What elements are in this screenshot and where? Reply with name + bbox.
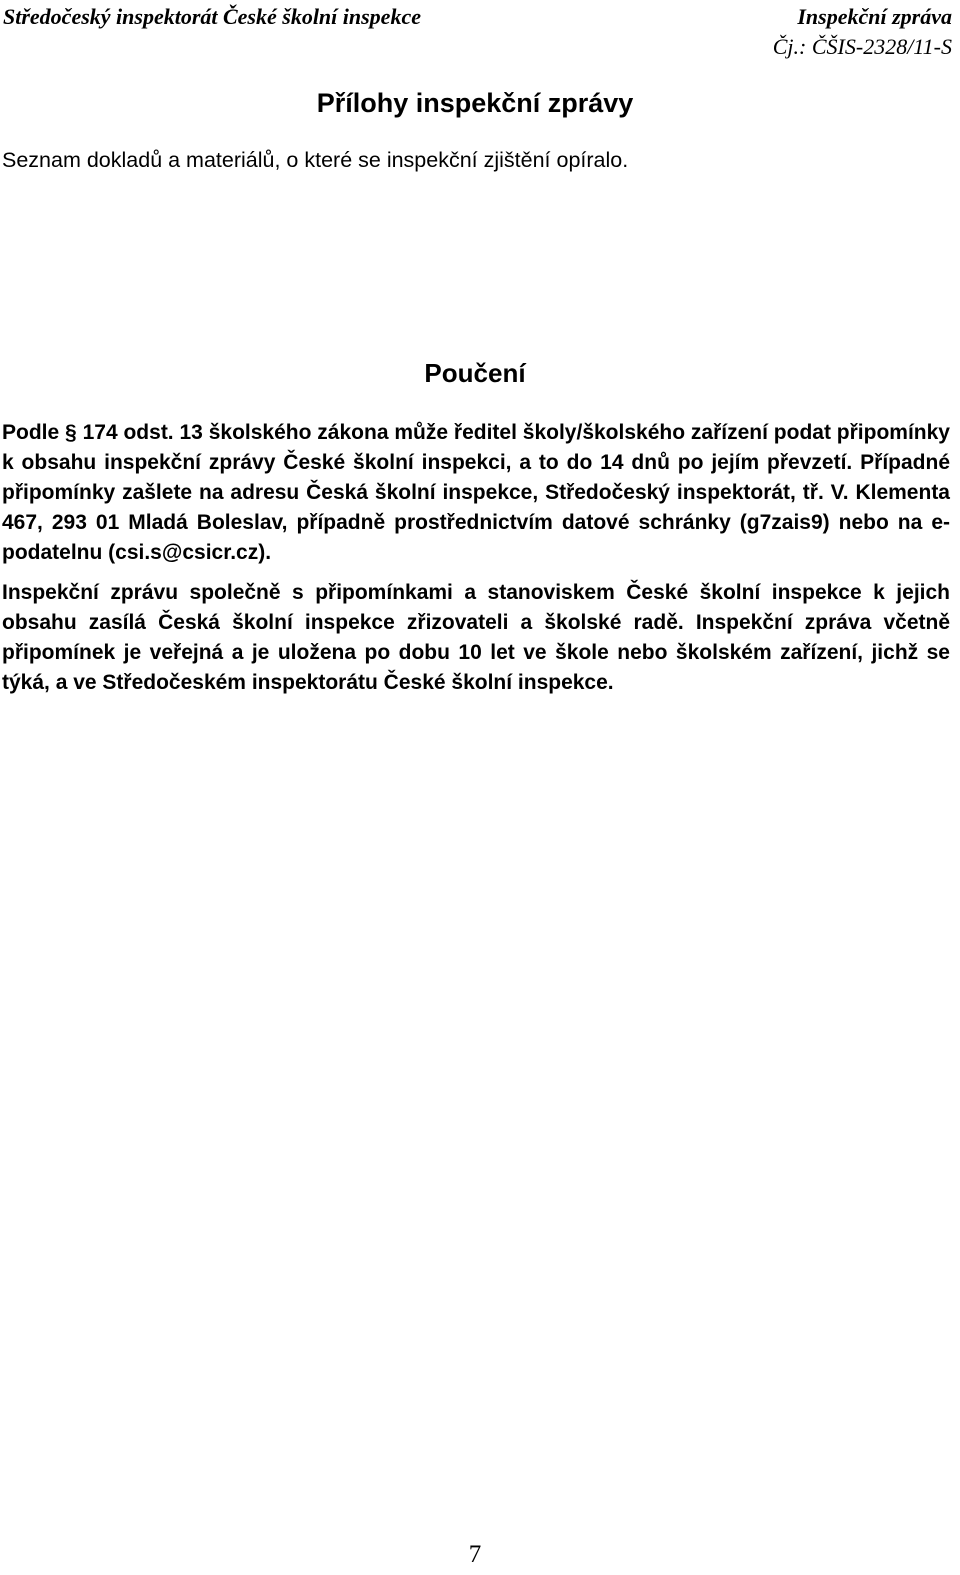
attachments-text: Seznam dokladů a materiálů, o které se inspekční zjištění opíralo. [2,148,629,172]
instruction-paragraph-1: Podle § 174 odst. 13 školského zákona může ředitel školy/školského zařízení podat připomínky k obsahu inspekční zprávy České školní inspekci, a to do 14 dnů po jejím převzetí. Případné připomínky zašlete na adresu Česká školní inspekce, Středočeský inspektorát, tř. V. Klementa 467, 293 01 Mladá Boleslav, případně prostřednictvím datové schránky (g7zais9) nebo na e-podatelnu (csi.s@csicr.cz). [2,421,950,564]
instruction-heading: Poučení [424,358,526,388]
header-document-type: Inspekční zpráva [797,4,952,29]
header-reference-number: Čj.: ČŠIS-2328/11-S [772,34,952,59]
header-document-info [773,2,952,62]
page-number: 7 [468,1541,482,1568]
header-inspectorate: Středočeský inspektorát České školní inspekce [3,4,421,29]
instruction-paragraph-2: Inspekční zprávu společně s připomínkami a stanoviskem České školní inspekce k jejich obsahu zasílá Česká školní inspekce zřizovateli a školské radě. Inspekční zpráva včetně připomínek je veřejná a je uložena po dobu 10 let ve škole nebo školském zařízení, jichž se týká, a ve Středočeském inspektorátu České školní inspekce. [2,581,950,694]
attachments-heading: Přílohy inspekční zprávy [316,88,634,118]
